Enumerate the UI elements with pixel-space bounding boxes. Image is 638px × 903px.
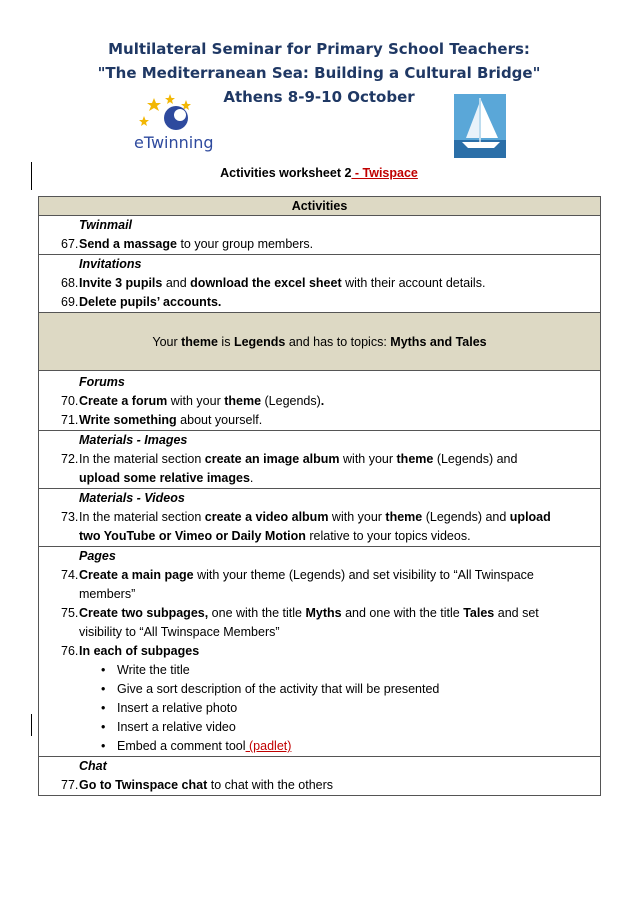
list-item: 72. In the material section create an image album with your theme (Legends) and	[61, 452, 518, 466]
subpage-bullets	[39, 661, 600, 756]
worksheet-title: Activities worksheet 2 - Twispace	[220, 166, 418, 180]
list-item: 74. Create a main page with your theme (Legends) and set visibility to “All Twinspace	[61, 568, 534, 582]
list-item: 75. Create two subpages, one with the title Myths and one with the title Tales and set	[61, 606, 539, 620]
list-item-continued: members”	[79, 587, 136, 601]
section-heading: Pages	[79, 549, 116, 563]
list-item: 77. Go to Twinspace chat to chat with the others	[61, 778, 334, 792]
twinmail-section	[39, 216, 601, 255]
table-header: Activities	[39, 197, 601, 216]
margin-mark	[31, 714, 32, 736]
videos-section	[39, 489, 601, 547]
bullet-item: • Embed a comment tool (padlet)	[101, 739, 292, 753]
list-item: 67. Send a massage to your group members.	[61, 237, 314, 251]
section-heading: Invitations	[79, 257, 142, 271]
section-heading: Twinmail	[79, 218, 133, 232]
list-item-continued: visibility to “All Twinspace Members”	[79, 625, 280, 639]
list-item: 68. Invite 3 pupils and download the excel sheet with their account details.	[61, 276, 486, 290]
chat-section	[39, 757, 601, 796]
section-heading: Forums	[79, 375, 125, 389]
seminar-date: Athens 8-9-10 October	[223, 88, 415, 106]
section-heading: Materials - Images	[79, 433, 188, 447]
images-section	[39, 431, 601, 489]
forums-section	[39, 371, 601, 431]
activities-table	[38, 196, 601, 796]
bullet-item: • Insert a relative photo	[101, 701, 238, 715]
logo-text: eTwinning	[134, 133, 214, 152]
list-item: 69. Delete pupils’ accounts.	[61, 295, 222, 309]
pages-section	[39, 547, 601, 757]
seminar-subtitle: "The Mediterranean Sea: Building a Cultural Bridge"	[97, 64, 541, 82]
etwinning-logo	[130, 92, 220, 154]
section-heading: Chat	[79, 759, 107, 773]
list-item: 73. In the material section create a video album with your theme (Legends) and upload	[61, 510, 551, 524]
bullet-item: • Insert a relative video	[101, 720, 236, 734]
list-item: 70. Create a forum with your theme (Legends).	[61, 394, 325, 408]
section-heading: Materials - Videos	[79, 491, 185, 505]
bullet-item: • Give a sort description of the activity that will be presented	[101, 682, 440, 696]
list-item: 71. Write something about yourself.	[61, 413, 263, 427]
list-item-continued: two YouTube or Vimeo or Daily Motion relative to your topics videos.	[79, 529, 471, 543]
padlet-link[interactable]: (padlet)	[245, 739, 292, 753]
list-item: 76. In each of subpages	[61, 644, 200, 658]
theme-banner: Your theme is Legends and has to topics: Myths and Tales	[39, 313, 601, 371]
seminar-title: Multilateral Seminar for Primary School Teachers:	[108, 40, 530, 58]
invitations-section	[39, 255, 601, 313]
sailboat-image	[454, 94, 506, 158]
list-item-continued: upload some relative images.	[79, 471, 254, 485]
bullet-item: • Write the title	[101, 663, 190, 677]
